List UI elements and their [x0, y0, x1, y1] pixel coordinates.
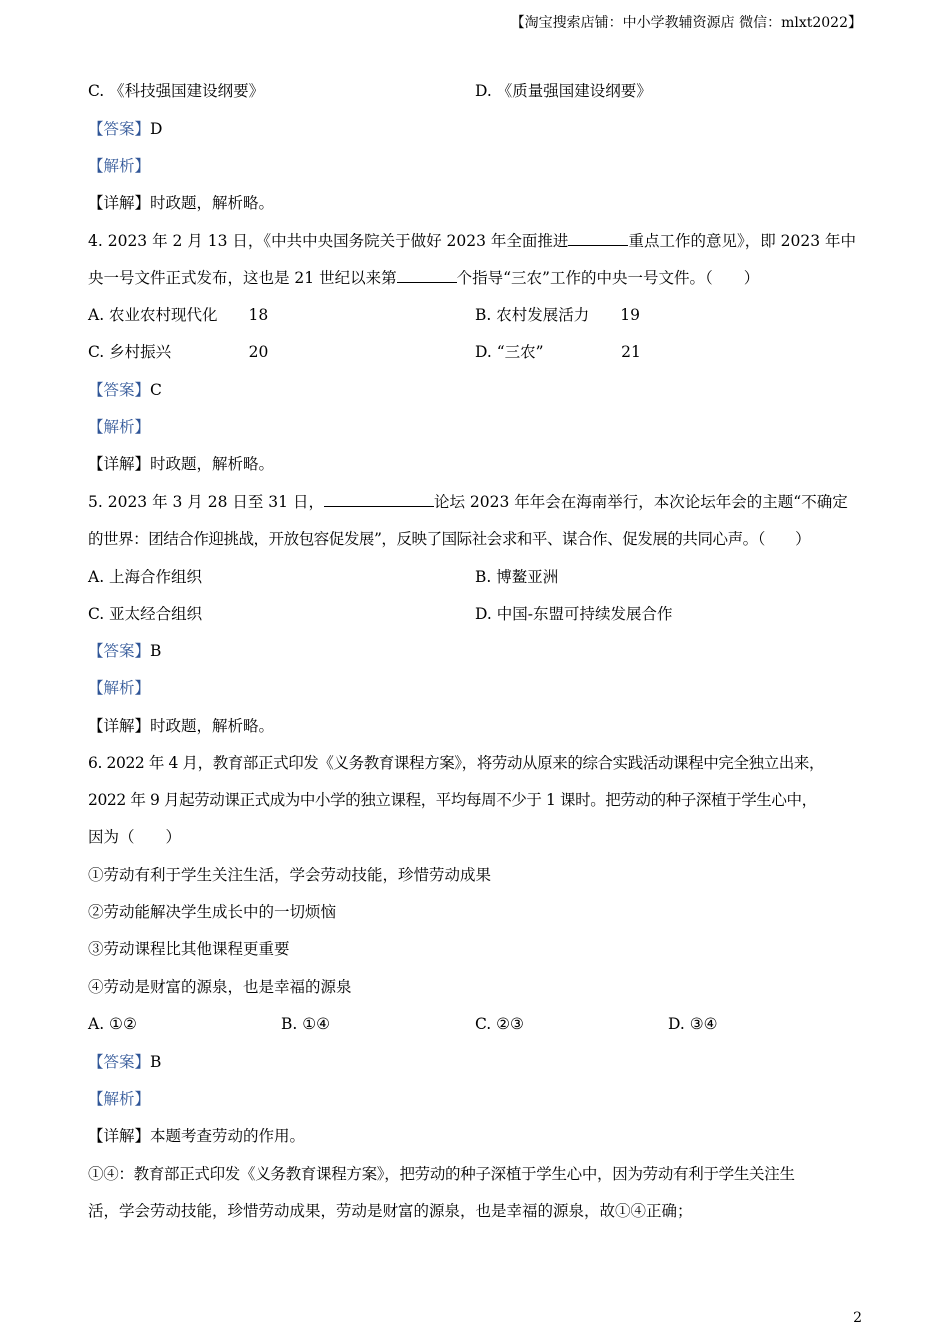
detail-text: 时政题，解析略。	[150, 717, 275, 735]
q5-blank	[324, 490, 434, 507]
q4-stem-part: 4. 2023 年 2 月 13 日，《中共中央国务院关于做好 2023 年全面推进	[88, 232, 569, 250]
q4-option-d: D. “三农” 21	[475, 343, 641, 361]
q4-option-a: A. 农业农村现代化 18	[88, 306, 269, 324]
q5-stem-part: 5. 2023 年 3 月 28 日至 31 日，	[88, 493, 324, 511]
q3-detail	[88, 192, 274, 214]
watermark: 【淘宝搜索店铺：中小学教辅资源店 微信：mlxt2022】	[510, 15, 862, 31]
q4-detail	[88, 453, 274, 475]
q6-option-b: B. ①④	[281, 1015, 331, 1033]
q5-stem-line2: 的世界：团结合作迎挑战，开放包容促发展”，反映了国际社会求和平、谋合作、促发展的共同心声。（ ）	[88, 530, 811, 548]
q5-option-d: D. 中国-东盟可持续发展合作	[475, 605, 673, 623]
detail-text: 本题考查劳动的作用。	[150, 1127, 306, 1145]
q6-explanation-line2: 活，学会劳动技能，珍惜劳动成果，劳动是财富的源泉，也是幸福的源泉，故①④正确；	[88, 1202, 693, 1220]
answer-value: C	[150, 381, 162, 399]
q3-analysis-label: 【解析】	[88, 157, 151, 175]
q5-analysis-label: 【解析】	[88, 679, 151, 697]
q6-option-d: D. ③④	[668, 1015, 718, 1033]
q4-stem-part: 个指导“三农”工作的中央一号文件。（ ）	[456, 269, 760, 287]
answer-value: B	[150, 1053, 162, 1071]
q5-option-a: A. 上海合作组织	[88, 568, 203, 586]
answer-value: D	[150, 120, 163, 138]
q5-stem-part: 论坛 2023 年年会在海南举行，本次论坛年会的主题“不确定	[433, 493, 848, 511]
answer-label: 【答案】	[88, 120, 151, 138]
q6-stem-line3: 因为（ ）	[88, 828, 182, 846]
q4-stem-line1	[88, 229, 856, 252]
q4-option-b: B. 农村发展活力 19	[475, 306, 640, 324]
detail-text: 时政题，解析略。	[150, 194, 275, 212]
answer-label: 【答案】	[88, 642, 151, 660]
q6-stem-line2: 2022 年 9 月起劳动课正式成为中小学的独立课程，平均每周不少于 1 课时。把劳动的种子深植于学生心中，	[88, 791, 817, 809]
q6-stem-line1: 6. 2022 年 4 月，教育部正式印发《义务教育课程方案》，将劳动从原来的综合实践活动课程中完全独立出来，	[88, 754, 825, 772]
q4-answer	[88, 379, 162, 401]
q6-detail	[88, 1125, 305, 1147]
detail-label: 【详解】	[88, 455, 151, 473]
q4-analysis-label: 【解析】	[88, 418, 151, 436]
q6-statement-1: ①劳动有利于学生关注生活，学会劳动技能，珍惜劳动成果	[88, 866, 492, 884]
q6-statement-3: ③劳动课程比其他课程更重要	[88, 940, 290, 958]
detail-label: 【详解】	[88, 1127, 151, 1145]
detail-label: 【详解】	[88, 194, 151, 212]
q5-option-c: C. 亚太经合组织	[88, 605, 203, 623]
q6-answer	[88, 1051, 161, 1073]
q3-option-d: D. 《质量强国建设纲要》	[475, 82, 652, 100]
q5-stem-line1	[88, 490, 848, 513]
q6-analysis-label: 【解析】	[88, 1090, 151, 1108]
q4-stem-part: 央一号文件正式发布，这也是 21 世纪以来第	[88, 269, 397, 287]
q4-blank-2	[397, 266, 457, 283]
page-number: 2	[853, 1310, 862, 1326]
q6-option-a: A. ①②	[88, 1015, 137, 1033]
q5-detail	[88, 715, 274, 737]
answer-value: B	[150, 642, 162, 660]
detail-label: 【详解】	[88, 717, 151, 735]
q4-stem-part: 重点工作的意见》，即 2023 年中	[628, 232, 856, 250]
q5-option-b: B. 博鳌亚洲	[475, 568, 559, 586]
q6-statement-4: ④劳动是财富的源泉，也是幸福的源泉	[88, 978, 352, 996]
q6-option-c: C. ②③	[475, 1015, 524, 1033]
detail-text: 时政题，解析略。	[150, 455, 275, 473]
answer-label: 【答案】	[88, 1053, 151, 1071]
q4-blank-1	[568, 229, 628, 246]
answer-label: 【答案】	[88, 381, 151, 399]
q3-answer	[88, 118, 162, 140]
q4-stem-line2	[88, 266, 759, 289]
q6-statement-2: ②劳动能解决学生成长中的一切烦恼	[88, 903, 337, 921]
q5-answer	[88, 640, 161, 662]
q3-option-c: C. 《科技强国建设纲要》	[88, 82, 265, 100]
q4-option-c: C. 乡村振兴 20	[88, 343, 269, 361]
q6-explanation-line1: ①④：教育部正式印发《义务教育课程方案》，把劳动的种子深植于学生心中，因为劳动有利于学生关注生	[88, 1165, 795, 1183]
